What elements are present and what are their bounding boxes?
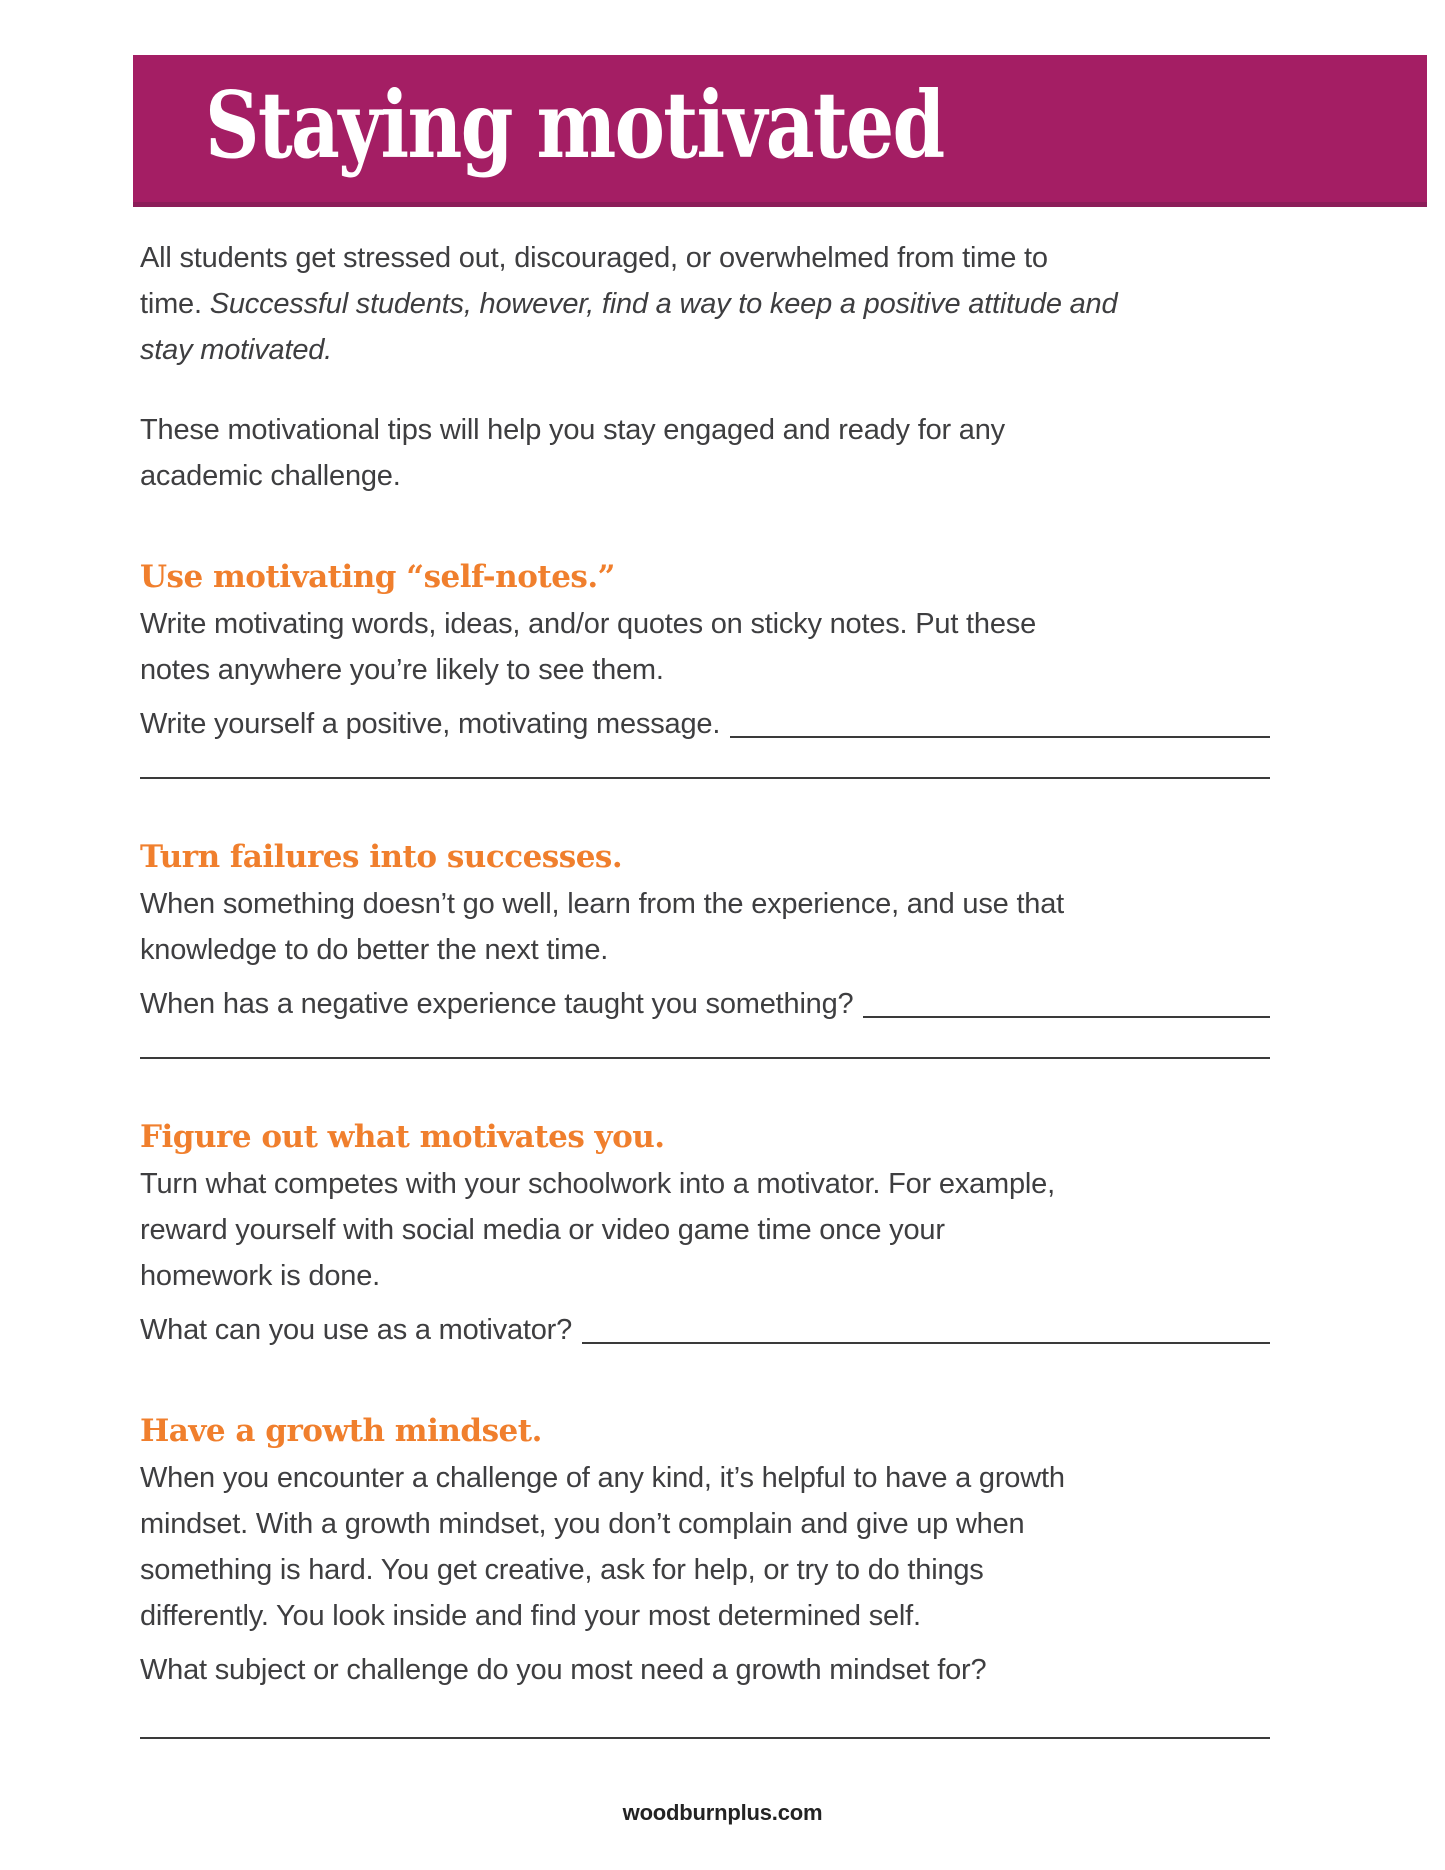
intro-paragraph	[140, 235, 1270, 373]
tip-section	[140, 555, 1270, 779]
body-line: When you encounter a challenge of any kind, it’s helpful to have a growth	[140, 1462, 1065, 1494]
header-banner	[133, 55, 1427, 207]
body-line: differently. You look inside and find your most determined self.	[140, 1600, 921, 1632]
prompt-row	[140, 981, 1270, 1027]
text-run: All students get stressed out, discouraged, or overwhelmed from time to	[140, 242, 1048, 274]
answer-blank-line	[140, 747, 1270, 779]
section-heading: Turn failures into successes.	[140, 839, 623, 875]
section-heading: Figure out what motivates you.	[140, 1119, 665, 1155]
section-heading: Have a growth mindset.	[140, 1413, 542, 1449]
answer-blank-line	[140, 1027, 1270, 1059]
body-line: homework is done.	[140, 1260, 380, 1292]
body-line: When something doesn’t go well, learn from the experience, and use that	[140, 888, 1065, 920]
tip-sections	[140, 555, 1270, 1739]
body-line	[140, 235, 1270, 281]
body-line: Turn what competes with your schoolwork into a motivator. For example,	[140, 1168, 1055, 1200]
prompt-text: What subject or challenge do you most need a growth mindset for?	[140, 1654, 987, 1686]
body-line	[140, 281, 1270, 327]
intro-paragraphs	[140, 235, 1270, 499]
answer-blank-line	[140, 1707, 1270, 1739]
body-line	[140, 453, 1270, 499]
body-line	[140, 327, 1270, 373]
prompt-text: When has a negative experience taught you something?	[140, 988, 854, 1020]
body-line: knowledge to do better the next time.	[140, 934, 609, 966]
italic-text-run: stay motivated.	[140, 334, 333, 366]
body-line: notes anywhere you’re likely to see them.	[140, 654, 664, 686]
prompt-row	[140, 701, 1270, 747]
intro-paragraph	[140, 407, 1270, 499]
body-line: Write motivating words, ideas, and/or quotes on sticky notes. Put these	[140, 608, 1037, 640]
answer-blank-inline	[863, 981, 1270, 1018]
body-line	[140, 407, 1270, 453]
footer	[0, 1800, 1445, 1826]
body-line: reward yourself with social media or video game time once your	[140, 1214, 945, 1246]
prompt-text: Write yourself a positive, motivating message.	[140, 708, 721, 740]
tip-section	[140, 835, 1270, 1059]
text-run: These motivational tips will help you stay engaged and ready for any	[140, 414, 1005, 446]
body-line: mindset. With a growth mindset, you don’t complain and give up when	[140, 1508, 1025, 1540]
prompt-row	[140, 1307, 1270, 1353]
section-heading: Use motivating “self-notes.”	[140, 559, 615, 595]
worksheet-content	[140, 235, 1270, 1739]
text-run: academic challenge.	[140, 460, 401, 492]
footer-url: woodburnplus.com	[622, 1800, 823, 1825]
italic-text-run: Successful students, however, find a way to keep a positive attitude and	[209, 288, 1118, 320]
tip-section	[140, 1409, 1270, 1739]
body-line: something is hard. You get creative, ask for help, or try to do things	[140, 1554, 984, 1586]
answer-blank-inline	[582, 1307, 1270, 1344]
tip-section	[140, 1115, 1270, 1353]
page-title: Staying motivated	[205, 70, 944, 179]
prompt-text: What can you use as a motivator?	[140, 1314, 573, 1346]
prompt-row	[140, 1647, 1270, 1693]
answer-blank-inline	[730, 701, 1270, 738]
text-run: time.	[140, 288, 210, 320]
